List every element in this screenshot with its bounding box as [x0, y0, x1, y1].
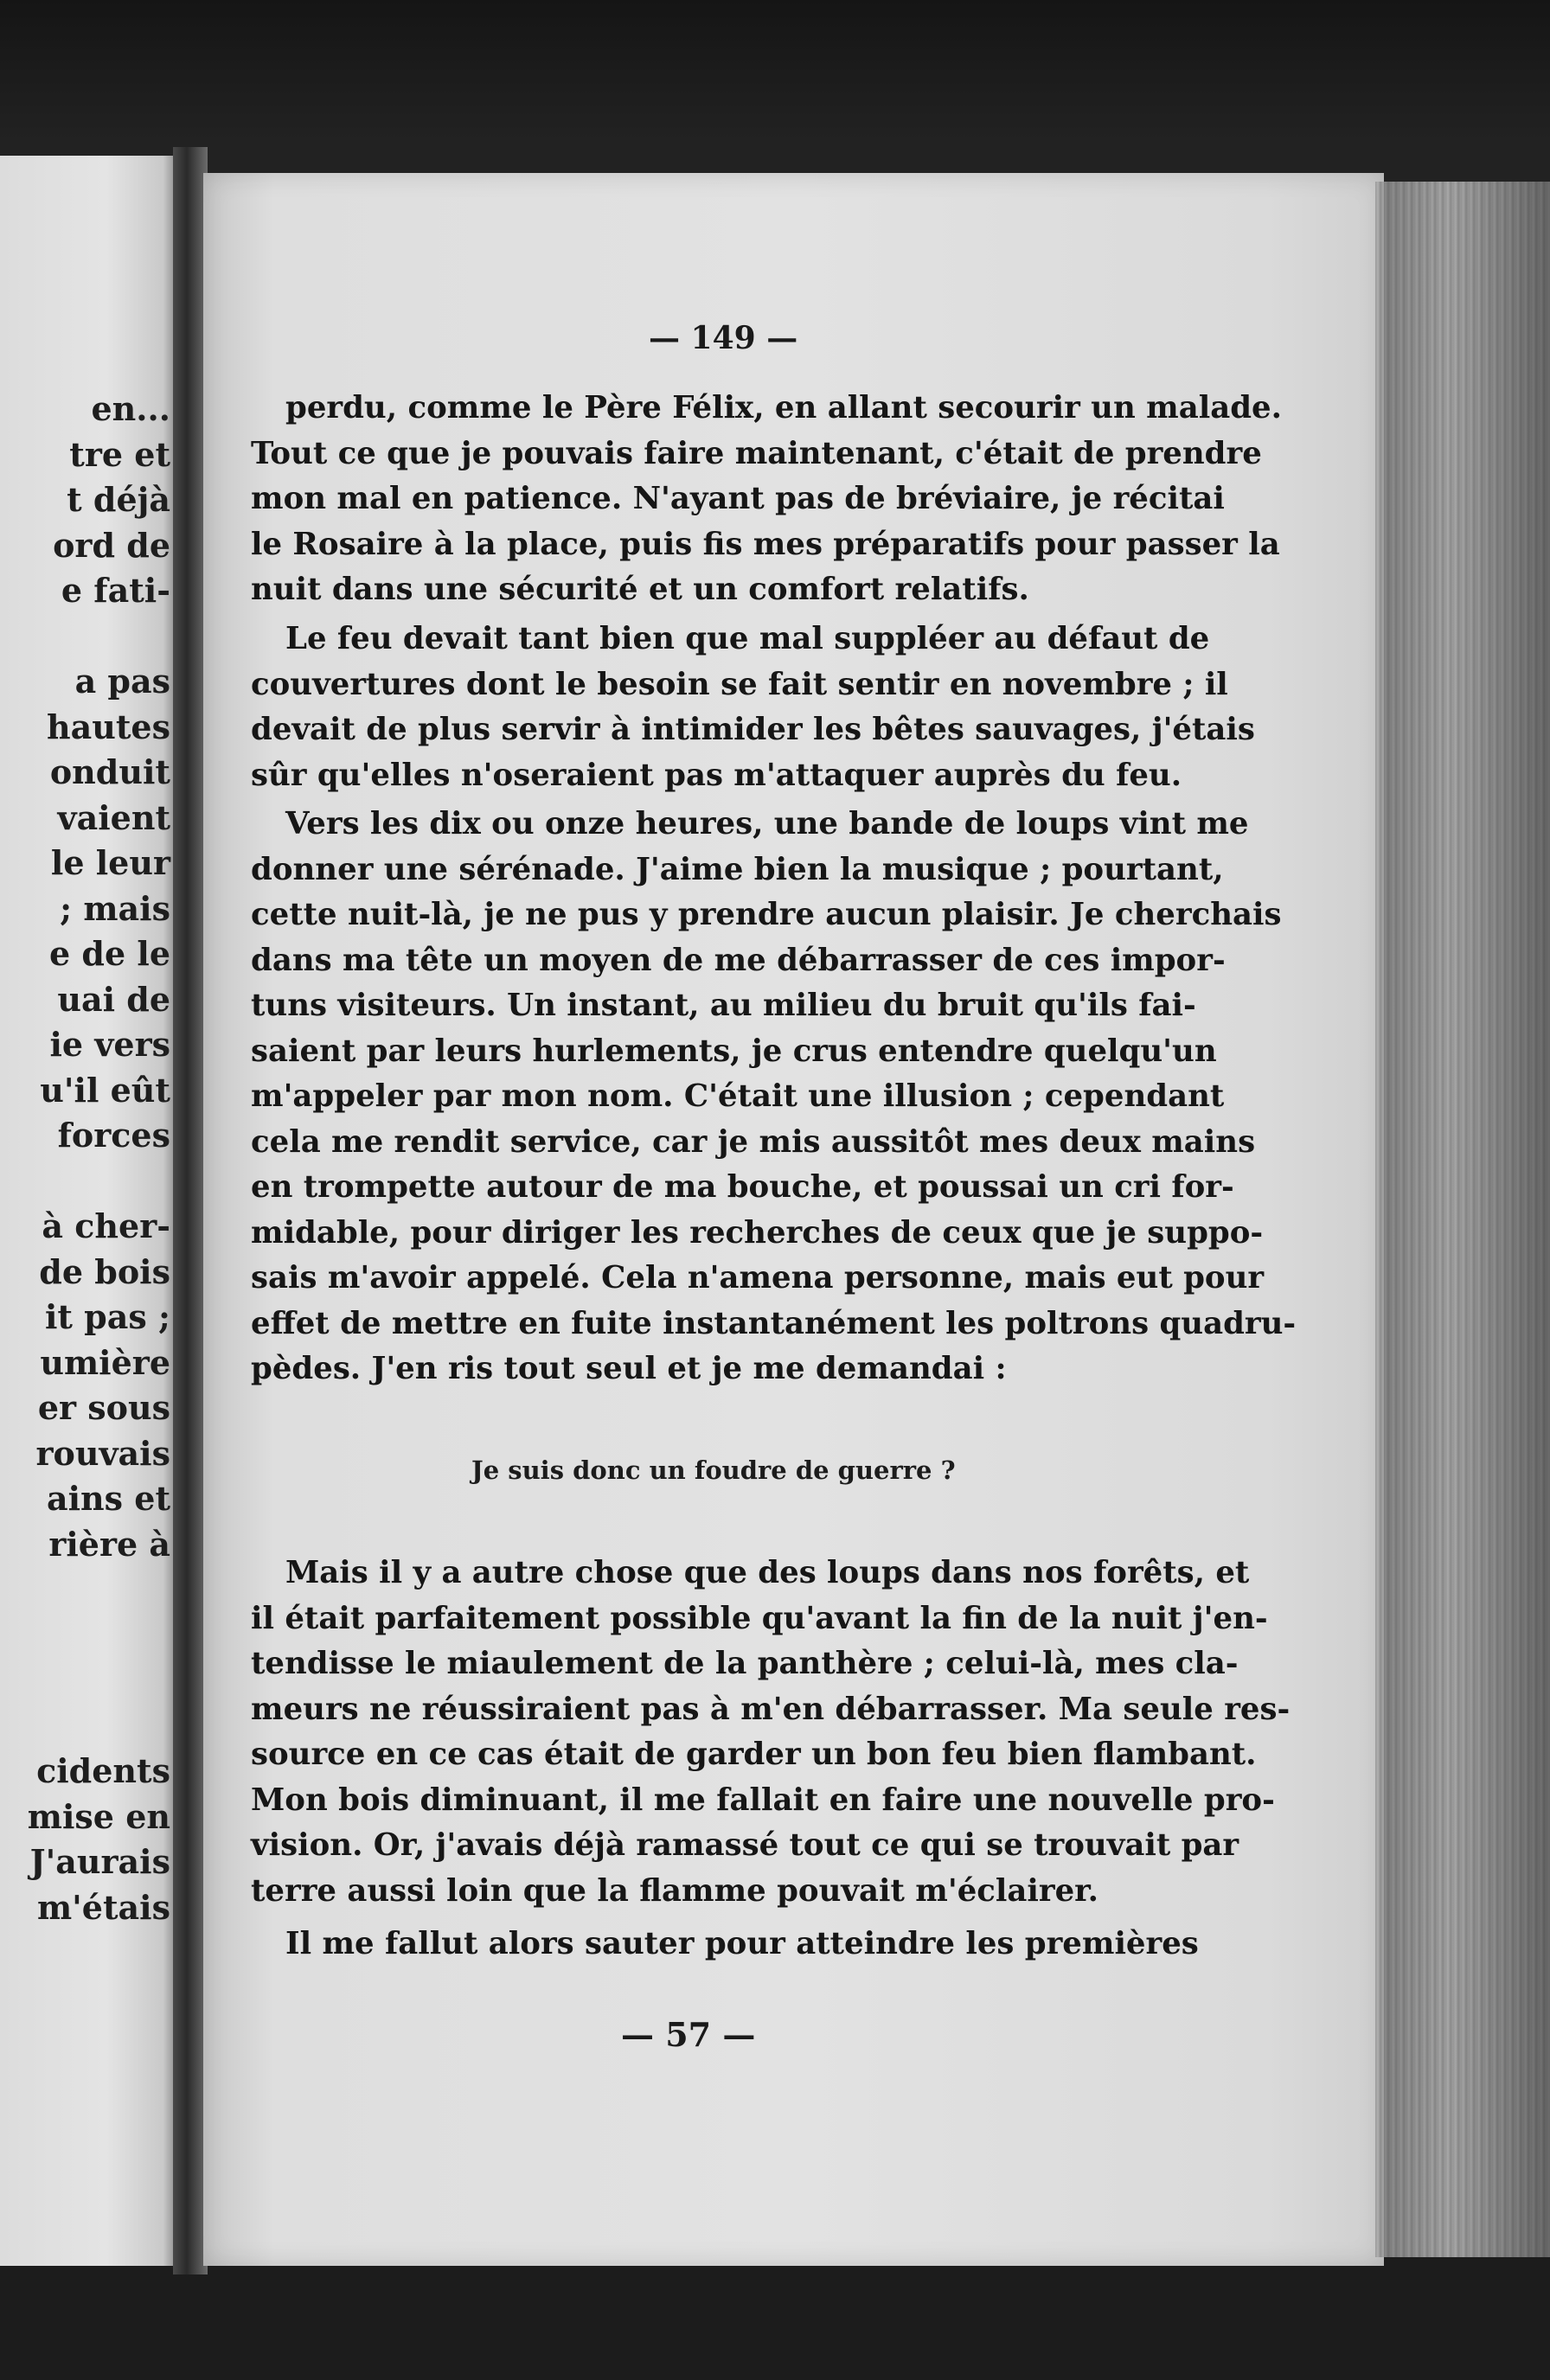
text-line: tuns visiteurs. Un instant, au milieu du bruit qu'ils fai-	[251, 988, 1196, 1023]
paragraph-5	[251, 1922, 1199, 1967]
page-stack-shade	[1384, 182, 1550, 2257]
previous-page-line-fragment: hautes	[46, 707, 170, 746]
previous-page-line-fragment: uai de	[57, 979, 170, 1019]
text-line: sûr qu'elles n'oseraient pas m'attaquer auprès du feu.	[251, 757, 1182, 793]
text-line: sais m'avoir appelé. Cela n'amena personne, mais eut pour	[251, 1260, 1265, 1296]
book-gutter	[173, 147, 208, 2274]
previous-page-edge	[0, 156, 177, 2266]
text-line: Tout ce que je pouvais faire maintenant, c'était de prendre	[251, 435, 1262, 471]
running-head-page-number: — 149 —	[649, 320, 798, 356]
previous-page-line-fragment: à cher-	[42, 1206, 170, 1245]
text-line: le Rosaire à la place, puis fis mes préparatifs pour passer la	[251, 526, 1280, 562]
text-line: il était parfaitement possible qu'avant la fin de la nuit j'en-	[251, 1600, 1268, 1636]
previous-page-line-fragment: e de le	[49, 934, 170, 973]
text-line: nuit dans une sécurité et un comfort relatifs.	[251, 572, 1029, 607]
text-line: effet de mettre en fuite instantanément les poltrons quadru-	[251, 1305, 1297, 1341]
previous-page-line-fragment: en...	[91, 389, 170, 428]
text-line: midable, pour diriger les recherches de ceux que je suppo-	[251, 1214, 1264, 1251]
previous-page-line-fragment: er sous	[37, 1388, 170, 1427]
previous-page-line-fragment: ; mais	[60, 888, 170, 928]
previous-page-line-fragment: t déjà	[67, 480, 170, 519]
text-line: vision. Or, j'avais déjà ramassé tout ce qui se trouvait par	[251, 1827, 1239, 1863]
text-line: couvertures dont le besoin se fait sentir en novembre ; il	[251, 666, 1228, 702]
previous-page-line-fragment: tre et	[69, 434, 170, 474]
paragraph-2	[251, 617, 1255, 798]
previous-page-line-fragment: forces	[57, 1116, 170, 1155]
text-line: devait de plus servir à intimider les bêtes sauvages, j'étais	[251, 712, 1255, 747]
text-line: Mon bois diminuant, il me fallait en faire une nouvelle pro-	[251, 1782, 1275, 1818]
quoted-line: Je suis donc un foudre de guerre ?	[471, 1456, 956, 1485]
folio-page-number: — 57 —	[621, 2015, 756, 2054]
text-line: perdu, comme le Père Félix, en allant secourir un malade.	[285, 390, 1282, 425]
previous-page-line-fragment: ord de	[53, 525, 170, 565]
text-line: tendisse le miaulement de la panthère ; celui-là, mes cla-	[251, 1646, 1239, 1681]
text-line: Il me fallut alors sauter pour atteindre les premières	[285, 1926, 1199, 1961]
text-line: Le feu devait tant bien que mal suppléer au défaut de	[285, 621, 1210, 656]
previous-page-line-fragment: ains et	[46, 1479, 170, 1518]
previous-page-line-fragment: rière à	[48, 1524, 170, 1564]
text-line: m'appeler par mon nom. C'était une illusion ; cependant	[251, 1078, 1225, 1114]
previous-page-line-fragment: J'aurais	[29, 1842, 170, 1881]
text-line: cette nuit-là, je ne pus y prendre aucun plaisir. Je cherchais	[251, 897, 1282, 932]
text-line: pèdes. J'en ris tout seul et je me demandai :	[251, 1351, 1007, 1386]
text-line: dans ma tête un moyen de me débarrasser de ces impor-	[251, 942, 1226, 978]
paragraph-3	[251, 802, 1297, 1392]
previous-page-line-fragment: onduit	[49, 752, 170, 791]
previous-page-line-fragment: cidents	[36, 1751, 170, 1790]
text-line: Vers les dix ou onze heures, une bande de loups vint me	[285, 806, 1249, 841]
previous-page-line-fragment: umière	[40, 1342, 170, 1382]
previous-page-line-fragment: rouvais	[35, 1433, 170, 1473]
previous-page-line-fragment: it pas ;	[44, 1297, 170, 1336]
text-line: saient par leurs hurlements, je crus entendre quelqu'un	[251, 1033, 1217, 1069]
previous-page-line-fragment: vaient	[57, 797, 170, 837]
previous-page-line-fragment: de bois	[39, 1251, 170, 1291]
paragraph-1	[251, 386, 1282, 613]
previous-page-line-fragment: m'étais	[36, 1887, 170, 1927]
paragraph-4	[251, 1551, 1291, 1914]
text-line: source en ce cas était de garder un bon feu bien flambant.	[251, 1737, 1257, 1772]
text-line: donner une sérénade. J'aime bien la musique ; pourtant,	[251, 851, 1224, 887]
previous-page-line-fragment: le leur	[50, 843, 170, 882]
previous-page-line-fragment: mise en	[27, 1796, 170, 1836]
previous-page-line-fragment: ie vers	[49, 1025, 170, 1064]
text-line: Mais il y a autre chose que des loups dans nos forêts, et	[285, 1555, 1250, 1590]
previous-page-line-fragment: u'il eût	[40, 1070, 170, 1110]
text-line: terre aussi loin que la flamme pouvait m'éclairer.	[251, 1872, 1098, 1909]
previous-page-line-fragment: a pas	[74, 662, 170, 701]
text-line: en trompette autour de ma bouche, et poussai un cri for-	[251, 1169, 1234, 1205]
previous-page-line-fragment: e fati-	[61, 571, 170, 610]
text-line: mon mal en patience. N'ayant pas de bréviaire, je récitai	[251, 481, 1225, 516]
text-line: cela me rendit service, car je mis aussitôt mes deux mains	[251, 1123, 1256, 1160]
text-line: meurs ne réussiraient pas à m'en débarrasser. Ma seule res-	[251, 1691, 1291, 1727]
